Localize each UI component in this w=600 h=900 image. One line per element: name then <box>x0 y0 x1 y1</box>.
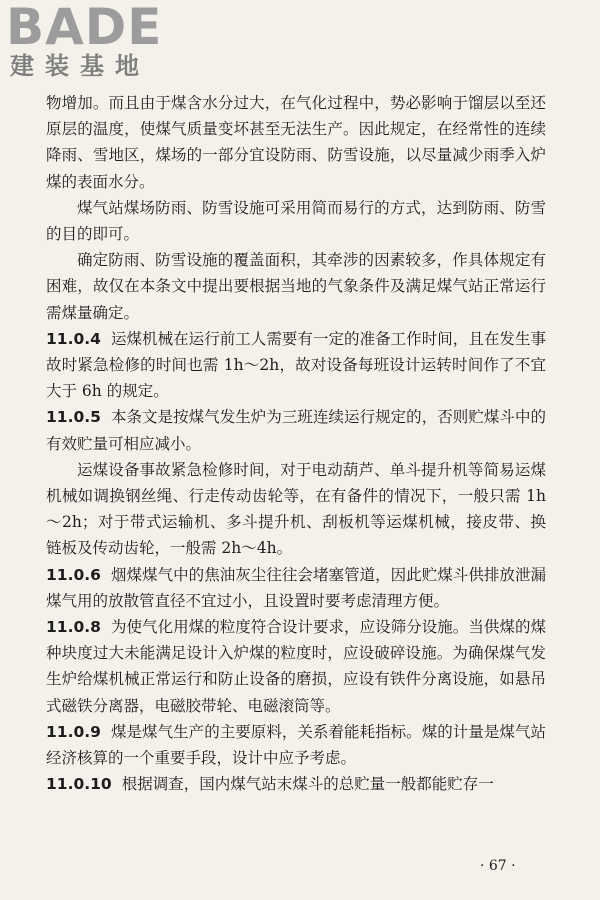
paragraph-text: 烟煤煤气中的焦油灰尘往往会堵塞管道，因此贮煤斗供排放泄漏煤气用的放散管直径不宜过小，且设置时要考虑清理方便。 <box>46 565 546 610</box>
paragraph-text: 物增加。而且由于煤含水分过大，在气化过程中，势必影响于馏层以至还原层的温度，使煤气质量变坏甚至无法生产。因此规定，在经常性的连续降雨、雪地区，煤场的一部分宜设防雨、防雪设施，以尽量减少雨季入炉煤的表面水分。 <box>46 94 546 191</box>
clause-number: 11.0.8 <box>46 618 101 637</box>
document-body <box>46 90 546 797</box>
clause-number: 11.0.4 <box>46 329 101 348</box>
bade-logo <box>6 2 162 80</box>
paragraph-text: 运煤机械在运行前工人需要有一定的准备工作时间，且在发生事故时紧急检修的时间也需 1h～2h，故对设备每班设计运转时间作了不宜大于 6h 的规定。 <box>46 329 546 401</box>
paragraph <box>46 90 546 195</box>
paragraph <box>46 195 546 247</box>
clause-number: 11.0.6 <box>46 565 101 584</box>
logo-subtitle: 建装基地 <box>10 52 150 80</box>
paragraph <box>46 562 546 614</box>
paragraph-text: 煤气站煤场防雨、防雪设施可采用简而易行的方式，达到防雨、防雪的目的即可。 <box>46 198 546 244</box>
clause-number: 11.0.9 <box>46 722 101 741</box>
paragraph-text: 本条文是按煤气发生炉为三班连续运行规定的，否则贮煤斗中的有效贮量可相应减小。 <box>46 408 546 453</box>
paragraph <box>46 247 546 326</box>
logo-mark: BADE <box>6 0 163 56</box>
paragraph-text: 煤是煤气生产的主要原料，关系着能耗指标。煤的计量是煤气站经济核算的一个重要手段，设计中应予考虑。 <box>46 722 546 768</box>
paragraph-text: 为使气化用煤的粒度符合设计要求，应设筛分设施。当供煤的煤种块度过大未能满足设计入炉煤的粒度时，应设破碎设施。为确保煤气发生炉给煤机械正常运行和防止设备的磨损，应设有铁件分离设施，如悬吊式磁铁分离器，电磁胶带轮、电磁滚筒等。 <box>46 618 546 715</box>
paragraph <box>46 614 546 719</box>
paragraph <box>46 457 546 562</box>
paragraph <box>46 404 546 456</box>
paragraph-text: 确定防雨、防雪设施的覆盖面积，其牵涉的因素较多，作具体规定有困难，故仅在本条文中提出要根据当地的气象条件及满足煤气站正常运行需煤量确定。 <box>46 251 546 322</box>
paragraph <box>46 771 546 797</box>
paragraph-text: 运煤设备事故紧急检修时间，对于电动葫芦、单斗提升机等简易运煤机械如调换钢丝绳、行走传动齿轮等，在有备件的情况下，一般只需 1h～2h；对于带式运输机、多斗提升机、刮板机等运煤机械，接皮带、换链板及传动齿轮，一般需 2h～4h。 <box>46 460 546 558</box>
page-number: · 67 · <box>480 858 516 874</box>
paragraph <box>46 326 546 405</box>
paragraph <box>46 719 546 771</box>
clause-number: 11.0.10 <box>46 775 112 794</box>
paragraph-text: 根据调查，国内煤气站末煤斗的总贮量一般都能贮存一 <box>121 775 494 794</box>
clause-number: 11.0.5 <box>46 408 101 427</box>
